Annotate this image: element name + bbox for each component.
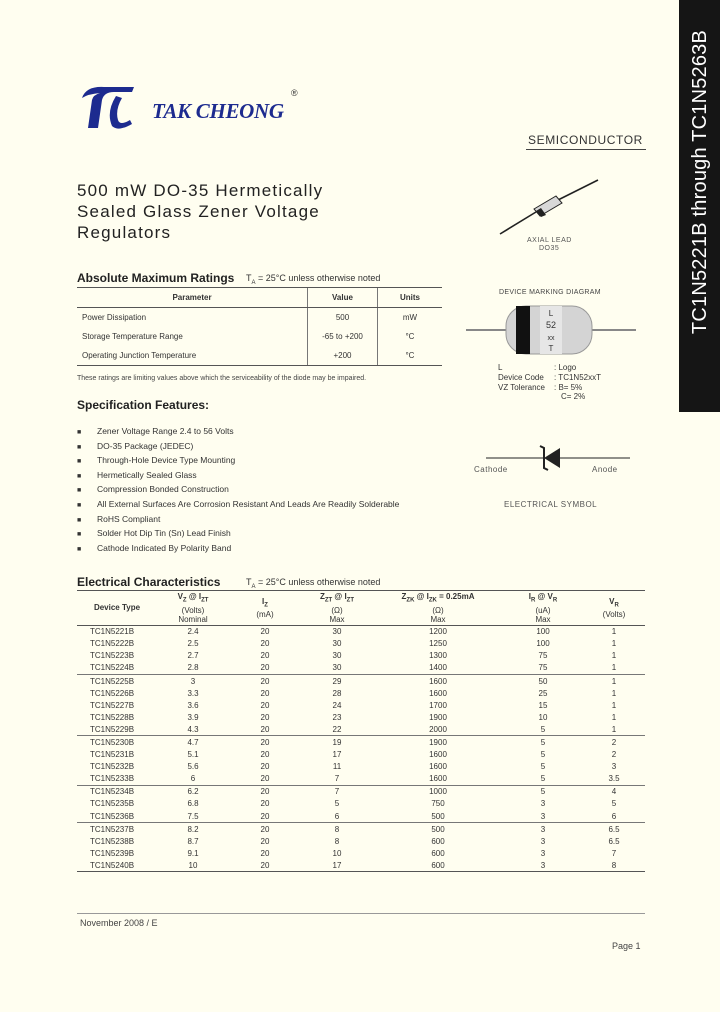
- table-header-row: [77, 591, 645, 626]
- cell: 1600: [373, 674, 503, 687]
- cell: 5: [540, 724, 546, 734]
- abs-max-footnote: These ratings are limiting values above which the serviceability of the diode may be impaired.: [77, 375, 367, 382]
- electrical-heading: Electrical Characteristics: [77, 575, 221, 589]
- electrical-table-body: [77, 625, 645, 872]
- table-row: [77, 662, 645, 675]
- cell: 500: [373, 823, 503, 836]
- marking-line-code: 52: [545, 320, 557, 330]
- cell: 100: [503, 625, 583, 638]
- table-row: [77, 687, 645, 699]
- cell: 20: [229, 823, 301, 836]
- table-row: [77, 638, 645, 650]
- marking-legend-key: L: [498, 363, 503, 372]
- marking-diagram-title: DEVICE MARKING DIAGRAM: [499, 289, 601, 296]
- cell: 30: [332, 663, 342, 673]
- cell: 20: [260, 836, 270, 846]
- cell: 3: [503, 859, 583, 872]
- cell: TC1N5230B: [77, 736, 157, 749]
- cell: 5: [503, 785, 583, 798]
- package-code: DO35: [539, 245, 560, 252]
- table-row: [77, 711, 645, 723]
- cell: 29: [301, 674, 373, 687]
- cell: 5.1: [187, 750, 199, 760]
- list-item: ■ All External Surfaces Are Corrosion Resistant And Leads Are Readily Solderable: [77, 497, 399, 512]
- marking-legend-value: : Logo: [554, 363, 577, 372]
- cell: 20: [260, 750, 270, 760]
- cell: 7: [334, 774, 340, 784]
- cell: 5: [540, 750, 546, 760]
- bullet-icon: ■: [77, 531, 82, 539]
- cell: 5: [611, 799, 617, 809]
- list-item: ■ Zener Voltage Range 2.4 to 56 Volts: [77, 424, 399, 439]
- bullet-icon: ■: [77, 545, 82, 553]
- cell: 1900: [429, 712, 447, 722]
- column-header-zzt: $Z_{ZT}$ @ $I_{ZT}$ (Ω) Max: [301, 591, 373, 626]
- cell: TC1N5224B: [90, 663, 135, 673]
- division-rule: [526, 149, 646, 150]
- table-header-row: [77, 288, 442, 308]
- cell: Power Dissipation: [82, 313, 147, 322]
- cell: TC1N5225B: [77, 674, 157, 687]
- table-row: [77, 835, 645, 847]
- bullet-icon: ■: [77, 443, 82, 451]
- marking-line-suffix: xx: [547, 335, 555, 342]
- cell: 2.7: [187, 651, 199, 661]
- table-row: [77, 749, 645, 761]
- title-line: Regulators: [77, 223, 172, 242]
- cell: 1300: [429, 651, 447, 661]
- revision-date: November 2008 / E: [80, 918, 158, 928]
- cell: 1: [611, 724, 617, 734]
- cell: 1: [611, 688, 617, 698]
- cell: 20: [260, 774, 270, 784]
- column-header-device: Device Type: [77, 591, 157, 626]
- cell: 20: [260, 712, 270, 722]
- cell: 3: [157, 674, 229, 687]
- cell: 75: [538, 651, 548, 661]
- cell: 8.7: [187, 836, 199, 846]
- table-row: [77, 810, 645, 823]
- cell: TC1N5222B: [90, 639, 135, 649]
- cell: 20: [260, 639, 270, 649]
- list-item: ■ Hermetically Sealed Glass: [77, 468, 399, 483]
- brand-name: TAK CHEONG: [152, 99, 284, 123]
- symbol-caption: ELECTRICAL SYMBOL: [504, 500, 598, 509]
- electrical-table: [77, 590, 645, 872]
- cell: 3: [540, 799, 546, 809]
- abs-max-heading: Absolute Maximum Ratings: [77, 271, 235, 285]
- cell: °C: [377, 346, 442, 366]
- cell: 1: [611, 712, 617, 722]
- column-header: Units: [377, 288, 442, 308]
- cell: 9.1: [187, 848, 199, 858]
- cell: mW: [377, 308, 442, 328]
- cell: 1600: [429, 750, 447, 760]
- cell: 600: [431, 848, 445, 858]
- cell: 6.5: [583, 823, 645, 836]
- column-header-zzk: $Z_{ZK}$ @ $I_{ZK} = 0.25mA$ (Ω) Max: [373, 591, 503, 626]
- table-row: [77, 699, 645, 711]
- cell: 7: [301, 785, 373, 798]
- cell: 4.7: [157, 736, 229, 749]
- cell: 600: [373, 859, 503, 872]
- cell: 500: [431, 811, 445, 821]
- cell: 3: [611, 762, 617, 772]
- cell: 1: [611, 700, 617, 710]
- cell: 2.5: [187, 639, 199, 649]
- marking-legend-value: C= 2%: [561, 392, 586, 401]
- table-row: [77, 761, 645, 773]
- cell: 1600: [429, 774, 447, 784]
- cell: 6.8: [187, 799, 199, 809]
- column-header-vr: $V_R$ (Volts): [583, 591, 645, 626]
- cell: 30: [332, 639, 342, 649]
- cell: 8: [301, 823, 373, 836]
- part-range-label: TC1N5221B through TC1N5263B: [689, 29, 711, 335]
- table-row: [77, 674, 645, 687]
- table-row: [77, 736, 645, 749]
- list-item: ■ Cathode Indicated By Polarity Band: [77, 541, 399, 556]
- abs-max-table: [77, 287, 442, 366]
- cell: TC1N5233B: [90, 774, 135, 784]
- cell: 8: [583, 859, 645, 872]
- cell: 20: [260, 700, 270, 710]
- table-row: [77, 773, 645, 786]
- cell: 1900: [373, 736, 503, 749]
- cell: 20: [260, 688, 270, 698]
- cell: TC1N5238B: [90, 836, 135, 846]
- cell: Storage Temperature Range: [82, 332, 183, 341]
- cell: 1: [611, 639, 617, 649]
- cell: TC1N5231B: [90, 750, 135, 760]
- column-header-iz: $I_Z$ (mA): [229, 591, 301, 626]
- cell: 100: [536, 639, 550, 649]
- table-row: [77, 650, 645, 662]
- abs-max-condition: $T_A = 25^\circ C$ unless otherwise noted: [246, 273, 381, 286]
- cell: 10: [157, 859, 229, 872]
- marking-line-logo: L: [548, 309, 554, 318]
- cell: 3: [540, 811, 546, 821]
- cell: 20: [260, 811, 270, 821]
- column-header: Parameter: [77, 288, 308, 308]
- cell: 6: [611, 811, 617, 821]
- cell: 8: [334, 836, 340, 846]
- registered-mark: ®: [291, 88, 298, 98]
- cell: 1600: [429, 688, 447, 698]
- cell: Operating Junction Temperature: [77, 346, 308, 366]
- table-row: [77, 847, 645, 859]
- features-heading: Specification Features:: [77, 398, 210, 412]
- cell: 15: [538, 700, 548, 710]
- cell: TC1N5226B: [90, 688, 135, 698]
- cell: 20: [260, 848, 270, 858]
- cathode-label: Cathode: [474, 465, 508, 474]
- bullet-icon: ■: [77, 472, 82, 480]
- cell: 30: [301, 625, 373, 638]
- cell: 20: [229, 625, 301, 638]
- cell: 1: [611, 651, 617, 661]
- document-title: [77, 180, 397, 243]
- cell: 5: [503, 736, 583, 749]
- zener-symbol: [472, 440, 642, 480]
- table-row: [77, 785, 645, 798]
- cell: 2: [583, 736, 645, 749]
- cell: 1250: [429, 639, 447, 649]
- cell: °C: [377, 327, 442, 346]
- cell: 5: [334, 799, 340, 809]
- side-tab: [679, 0, 720, 412]
- anode-label: Anode: [592, 465, 618, 474]
- cell: 4.3: [187, 724, 199, 734]
- cell: 1200: [373, 625, 503, 638]
- cell: 6: [190, 774, 196, 784]
- cell: 11: [332, 762, 342, 772]
- bullet-icon: ■: [77, 516, 82, 524]
- cell: 20: [260, 651, 270, 661]
- table-row: [77, 346, 442, 366]
- cell: TC1N5234B: [77, 785, 157, 798]
- cell: 1: [611, 663, 617, 673]
- cell: 19: [301, 736, 373, 749]
- cell: 24: [332, 700, 342, 710]
- package-label: AXIAL LEAD: [527, 237, 572, 244]
- cell: 22: [332, 724, 342, 734]
- list-item: ■ DO-35 Package (JEDEC): [77, 439, 399, 454]
- cell: 2.4: [157, 625, 229, 638]
- page-number: Page 1: [612, 941, 641, 951]
- cell: TC1N5236B: [90, 811, 135, 821]
- cell: 10: [538, 712, 548, 722]
- cell: 50: [503, 674, 583, 687]
- cell: 20: [229, 859, 301, 872]
- do35-package-drawing: [496, 178, 602, 238]
- cell: 1: [583, 625, 645, 638]
- table-row: [77, 625, 645, 638]
- cell: TC1N5239B: [90, 848, 135, 858]
- bullet-icon: ■: [77, 501, 82, 509]
- features-list: [77, 424, 399, 555]
- cell: TC1N5227B: [90, 700, 135, 710]
- cell: 500: [308, 308, 378, 328]
- cell: 1000: [373, 785, 503, 798]
- cell: TC1N5221B: [77, 625, 157, 638]
- title-line: Sealed Glass Zener Voltage: [77, 202, 320, 221]
- tak-cheong-logo: [78, 82, 136, 132]
- cell: 3.6: [187, 700, 199, 710]
- cell: 5: [540, 774, 546, 784]
- cell: 3.9: [187, 712, 199, 722]
- cell: 5: [540, 762, 546, 772]
- title-line: 500 mW DO-35 Hermetically: [77, 181, 324, 200]
- marking-legend-key: Device Code: [498, 373, 544, 382]
- list-item: ■ Compression Bonded Construction: [77, 482, 399, 497]
- cell: 17: [301, 859, 373, 872]
- cell: -65 to +200: [308, 327, 378, 346]
- bullet-icon: ■: [77, 487, 82, 495]
- cell: 20: [229, 674, 301, 687]
- cell: +200: [308, 346, 378, 366]
- table-row: [77, 723, 645, 736]
- marking-legend-key: VZ Tolerance: [498, 383, 545, 392]
- cell: TC1N5235B: [90, 799, 135, 809]
- cell: TC1N5240B: [77, 859, 157, 872]
- cell: 1: [583, 674, 645, 687]
- cell: 4: [583, 785, 645, 798]
- cell: 8.2: [157, 823, 229, 836]
- list-item: ■ Solder Hot Dip Tin (Sn) Lead Finish: [77, 526, 399, 541]
- table-row: [77, 327, 442, 346]
- cell: TC1N5228B: [90, 712, 135, 722]
- table-row: [77, 859, 645, 872]
- division-label: SEMICONDUCTOR: [528, 133, 643, 147]
- cell: 3: [540, 836, 546, 846]
- cell: 20: [260, 799, 270, 809]
- marking-legend-value: : B= 5%: [554, 383, 583, 392]
- table-row: [77, 308, 442, 328]
- table-row: [77, 798, 645, 810]
- cell: 20: [229, 785, 301, 798]
- cell: 1700: [429, 700, 447, 710]
- cell: TC1N5223B: [90, 651, 135, 661]
- cell: 20: [260, 724, 270, 734]
- electrical-condition: $T_A = 25^\circ C$ unless otherwise noted: [246, 577, 381, 590]
- cell: 2.8: [187, 663, 199, 673]
- cell: 3.5: [608, 774, 620, 784]
- cell: TC1N5229B: [90, 724, 135, 734]
- marking-legend-value: : TC1N52xxT: [554, 373, 601, 382]
- cell: 3.3: [187, 688, 199, 698]
- cell: 6.5: [608, 836, 620, 846]
- cell: 2000: [429, 724, 447, 734]
- cell: 5.6: [187, 762, 199, 772]
- cell: 28: [332, 688, 342, 698]
- cell: 75: [538, 663, 548, 673]
- cell: 10: [332, 848, 342, 858]
- column-header: Value: [308, 288, 378, 308]
- cell: 20: [260, 663, 270, 673]
- cell: 20: [229, 736, 301, 749]
- cell: 3: [503, 823, 583, 836]
- bullet-icon: ■: [77, 458, 82, 466]
- cell: 20: [260, 762, 270, 772]
- cell: 7: [611, 848, 617, 858]
- bullet-icon: ■: [77, 429, 82, 436]
- cell: TC1N5232B: [90, 762, 135, 772]
- cell: 750: [431, 799, 445, 809]
- footer-rule: [77, 913, 645, 914]
- marking-diagram: [466, 300, 636, 360]
- cell: 25: [538, 688, 548, 698]
- cell: TC1N5237B: [77, 823, 157, 836]
- column-header-ir: $I_R$ @ $V_R$ (uA) Max: [503, 591, 583, 626]
- list-item: ■ Through-Hole Device Type Mounting: [77, 453, 399, 468]
- cell: 600: [431, 836, 445, 846]
- cell: 1600: [429, 762, 447, 772]
- column-header-vz: $V_Z$ @ $I_{ZT}$ (Volts) Nominal: [157, 591, 229, 626]
- cell: 1400: [429, 663, 447, 673]
- table-row: [77, 823, 645, 836]
- cell: 17: [332, 750, 342, 760]
- marking-line-tolerance: T: [548, 344, 554, 353]
- cell: 7.5: [187, 811, 199, 821]
- cell: 2: [611, 750, 617, 760]
- cell: 6: [334, 811, 340, 821]
- cell: 23: [332, 712, 342, 722]
- cell: 6.2: [157, 785, 229, 798]
- list-item: ■ RoHS Compliant: [77, 512, 399, 527]
- cell: 3: [540, 848, 546, 858]
- cell: 30: [332, 651, 342, 661]
